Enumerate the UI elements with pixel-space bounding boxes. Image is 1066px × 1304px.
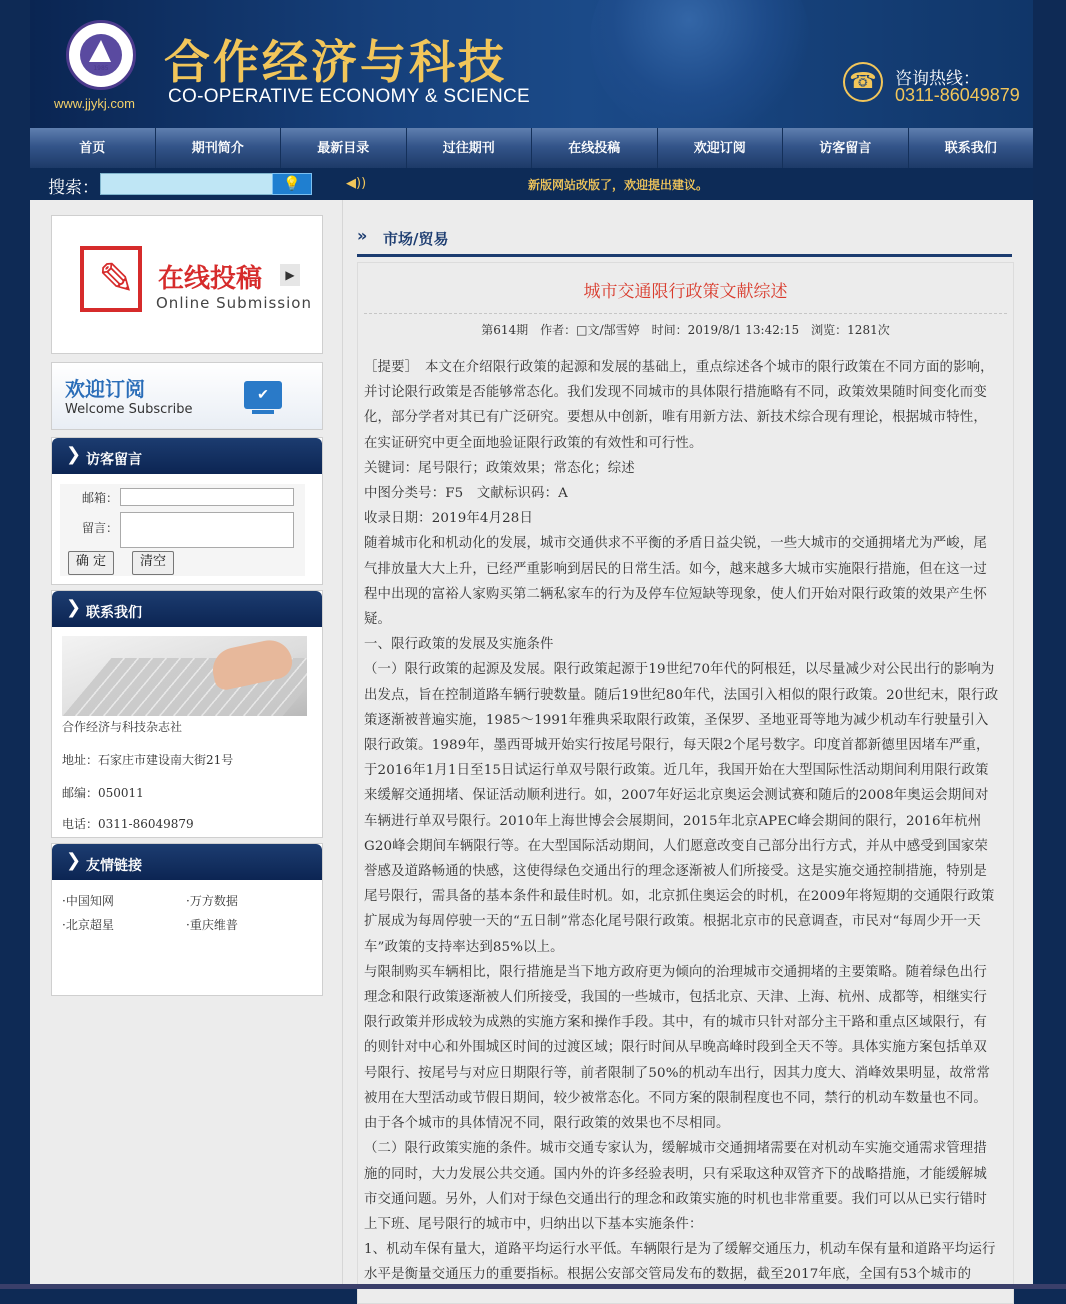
content-area: [30, 200, 1033, 1289]
search-label: 搜索：: [48, 178, 99, 198]
logo-year: 1985: [93, 65, 109, 72]
subscribe-title-cn: 欢迎订阅: [65, 377, 145, 401]
link-cnki[interactable]: ·中国知网: [62, 894, 114, 908]
lightbulb-icon: 💡: [283, 176, 301, 192]
contact-phone: 电话：0311-86049879: [62, 817, 194, 831]
globe-graphic: [590, 0, 810, 128]
article-abstract: ［提要］ 本文在介绍限行政策的起源和发展的基础上，重点综述各个城市的限行政策在不同方面的影响，并讨论限行政策是否能够常态化。我们发现不同城市的具体限行措施略有不同，政策效果随时间变化而变化，部分学者对其已有广泛研究。要想从中创新，唯有用新方法、新技术综合现有理论，根据城市特性，在实证研究中更全面地验证限行政策的有效性和可行性。: [364, 360, 994, 451]
link-wanfang[interactable]: ·万方数据: [186, 894, 238, 908]
nav-latest-issue[interactable]: 最新目录: [281, 128, 407, 168]
email-label: 邮箱：: [82, 491, 119, 505]
main-column: [343, 200, 1033, 1289]
article-paragraph: 与限制购买车辆相比，限行措施是当下地方政府更为倾向的治理城市交通拥堵的主要策略。随着绿色出行理念和限行政策逐渐被人们所接受，我国的一些城市，包括北京、天津、上海、杭州、成都等，相继实行限行政策并形成较为成熟的实施方案和操作手段。其中，有的城市只针对部分主干路和重点区域限行，有的则针对中心和外围城区时间的过渡区域；限行时间从早晚高峰时段到全天不等。具体实施方案包括单双号限行、按尾号与对应日期限行等，前者限制了50%的机动车出行，因其力度大、消峰效果明显，故常常被用在大型活动或节假日期间，较少被常态化。不同方案的限制程度也不同，禁行的机动车数量也不同。由于各个城市的具体情况不同，限行政策的效果也不尽相同。: [364, 964, 990, 1132]
article-paragraph: （一）限行政策的起源及发展。限行政策起源于19世纪70年代的阿根廷，以尽量减少对公民出行的影响为出发点，旨在控制道路车辆行驶数量。随后19世纪80年代，法国引入相似的限行政策。20世纪末，限行政策逐渐被普遍实施，1985～1991年雅典采取限行政策，圣保罗、圣地亚哥等地为减少机动车行驶量引入限行政策。1989年，墨西哥城开始实行按尾号限行，每天限2个尾号数字。印度首都新德里因堵车严重，于2016年1月1日至15日试运行单双号限行政策。近几年，我国开始在大型国际性活动期间利用限行政策来缓解交通拥堵、保证活动顺利进行。如，2007年好运北京奥运会测试赛和随后的2008年奥运会期间对车辆进行单双号限行。2010年上海世博会会展期间，2015年北京APEC峰会期间的限行，2016年杭州G20峰会期间车辆限行等。在大型国际活动期间，人们愿意改变自己部分出行方式，并从中感受到国家荣誉感及道路畅通的快感，这使得绿色交通出行的理念逐渐被人们所接受。这是实施交通控制措施，特别是尾号限行，需具备的基本条件和最佳时机。如，北京抓住奥运会的时机，在2009年将短期的交通限行政策扩展成为每周停驶一天的“五日制”常态化尾号限行政策。根据北京市的民意调查，市民对“每周少开一天车”政策的支持率达到85%以上。: [364, 662, 999, 955]
search-bar: [30, 168, 1033, 200]
monitor-stand: [252, 410, 274, 414]
guestbook-header: [52, 438, 322, 474]
nav-journal-intro[interactable]: 期刊简介: [156, 128, 282, 168]
main-nav: [30, 128, 1033, 168]
article-keywords: 关键词：尾号限行；政策效果；常态化；综述: [364, 460, 635, 476]
contact-address: 地址：石家庄市建设南大街21号: [62, 753, 234, 767]
site-url[interactable]: www.jjykj.com: [54, 96, 135, 111]
online-submission-banner[interactable]: [51, 215, 323, 354]
article-title: 城市交通限行政策文献综述: [583, 282, 788, 302]
links-header: [52, 844, 322, 880]
arrow-right-icon: ▶: [280, 264, 300, 286]
submission-title-en: Online Submission: [156, 294, 312, 312]
guestbook-form: [60, 484, 305, 576]
article-heading: 一、限行政策的发展及实施条件: [364, 637, 554, 653]
sidebar: [30, 200, 343, 1289]
chevron-right-icon: ❯: [66, 444, 82, 465]
contact-postcode: 邮编：050011: [62, 786, 144, 800]
nav-subscribe[interactable]: 欢迎订阅: [658, 128, 784, 168]
chevron-right-icon: ❯: [66, 850, 82, 871]
monitor-check-icon: ✔: [244, 381, 282, 409]
article-body: [364, 355, 1000, 1288]
article-classification: 中图分类号：F5 文献标识码：A: [364, 486, 568, 502]
message-field[interactable]: [120, 512, 294, 548]
email-field[interactable]: [120, 488, 294, 506]
nav-online-submission[interactable]: 在线投稿: [532, 128, 658, 168]
hotline-number: 0311-86049879: [895, 85, 1020, 105]
subscribe-banner[interactable]: [51, 362, 323, 430]
article-paragraph: （二）限行政策实施的条件。城市交通专家认为，缓解城市交通拥堵需要在对机动车实施交通需求管理措施的同时，大力发展公共交通。国内外的许多经验表明，只有采取这种双管齐下的战略措施，才能缓解城市交通问题。另外，人们对于绿色交通出行的理念和政策实施的时机也非常重要。我们可以从已实行错时上下班、尾号限行的城市中，归纳出以下基本实施条件：: [364, 1141, 987, 1232]
page-frame: [30, 0, 1033, 1289]
contact-title: 联系我们: [86, 605, 142, 621]
contact-panel: [51, 590, 323, 838]
link-weipu[interactable]: ·重庆维普: [186, 918, 238, 932]
article: [357, 262, 1014, 1304]
contact-org: 合作经济与科技杂志社: [62, 720, 183, 734]
hotline-label: 咨询热线：: [895, 69, 980, 89]
article-paragraph: 1、机动车保有量大，道路平均运行水平低。车辆限行是为了缓解交通压力，机动车保有量和道路平均运行水平是衡量交通压力的重要指标。根据公安部交管局发布的数据，截至2017年底，全国有53个城市的: [364, 1242, 996, 1283]
phone-icon: ☎: [843, 62, 883, 102]
subscribe-title-en: Welcome Subscribe: [65, 402, 193, 417]
search-input[interactable]: [100, 173, 274, 195]
message-label: 留言：: [82, 521, 119, 535]
clear-button[interactable]: 清空: [132, 551, 174, 575]
guestbook-title: 访客留言: [86, 452, 142, 468]
link-chaoxing[interactable]: ·北京超星: [62, 918, 114, 932]
journal-logo[interactable]: [66, 20, 136, 90]
brand-title-en: CO-OPERATIVE ECONOMY & SCIENCE: [168, 86, 530, 107]
site-header: [30, 0, 1033, 128]
links-panel: [51, 843, 323, 996]
sail-icon: [89, 40, 111, 62]
nav-past-issues[interactable]: 过往期刊: [407, 128, 533, 168]
speaker-icon: ◀)): [346, 176, 367, 191]
links-title: 友情链接: [86, 858, 142, 874]
nav-contact[interactable]: 联系我们: [944, 141, 997, 156]
section-header: [357, 220, 1012, 257]
nav-guestbook[interactable]: 访客留言: [783, 128, 909, 168]
site-notice: 新版网站改版了，欢迎提出建议。: [528, 178, 709, 192]
divider: [364, 313, 1007, 314]
pencil-icon: ✎: [98, 254, 135, 305]
contact-header: [52, 591, 322, 627]
confirm-button[interactable]: 确 定: [68, 551, 114, 575]
article-meta: 第614期 作者：□文/郜雪婷 时间：2019/8/1 13:42:15 浏览：1281次: [481, 323, 890, 337]
article-received-date: 收录日期：2019年4月28日: [364, 511, 534, 527]
submission-title-cn: 在线投稿: [158, 264, 263, 294]
search-button[interactable]: [272, 173, 312, 195]
brand-title-cn: 合作经济与科技: [164, 35, 507, 89]
keyboard-photo: [62, 636, 307, 716]
edit-icon: [80, 246, 142, 312]
bottom-strip: [0, 1284, 1066, 1289]
nav-home[interactable]: 首页: [30, 128, 156, 168]
article-paragraph: 随着城市化和机动化的发展，城市交通供求不平衡的矛盾日益尖锐，一些大城市的交通拥堵尤为严峻，尾气排放量大大上升，已经严重影响到居民的日常生活。如今，越来越多大城市实施限行措施，但在这一过程中出现的富裕人家购买第二辆私家车的行为及停车位短缺等现象，使人们开始对限行政策的效果产生怀疑。: [364, 536, 987, 628]
double-chevron-icon: »: [357, 226, 368, 245]
section-title[interactable]: 市场/贸易: [383, 230, 449, 248]
chevron-right-icon: ❯: [66, 597, 82, 618]
guestbook-panel: [51, 437, 323, 585]
